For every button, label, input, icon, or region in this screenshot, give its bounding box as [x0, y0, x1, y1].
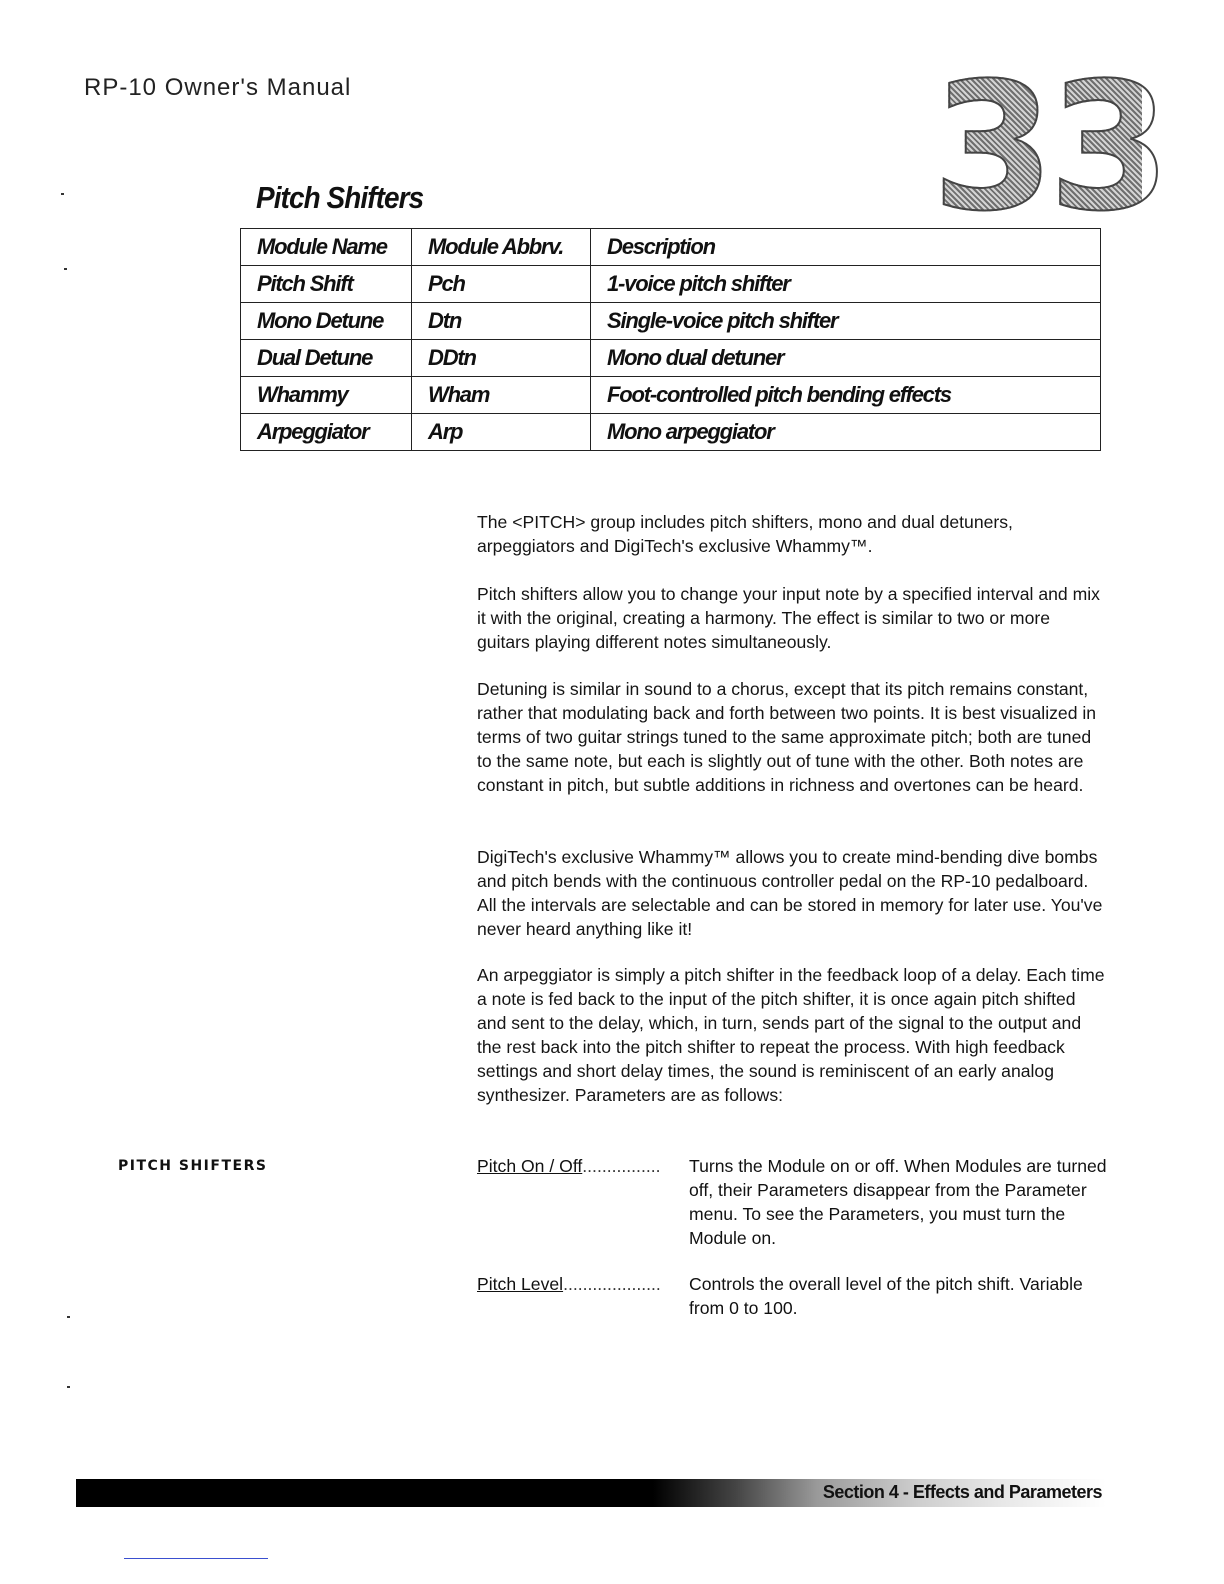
- scan-speck: [67, 1316, 70, 1318]
- parameter-name: Pitch Level: [477, 1274, 564, 1294]
- table-cell: Mono Detune: [241, 303, 412, 340]
- table-cell: Pitch Shift: [241, 266, 412, 303]
- footer-divider: [124, 1558, 268, 1559]
- leader-dots: ................: [582, 1156, 661, 1176]
- table-cell: Whammy: [241, 377, 412, 414]
- leader-dots: ....................: [563, 1274, 661, 1294]
- table-cell: Arp: [412, 414, 591, 451]
- section-title: Pitch Shifters: [256, 180, 424, 215]
- scan-speck: [61, 193, 64, 195]
- parameter-description: Turns the Module on or off. When Modules are turned off, their Parameters disappear from the Parameter menu. To see the Parameters, you must turn the Module on.: [689, 1156, 1107, 1248]
- table-header-cell: Description: [591, 229, 1101, 266]
- scan-speck: [64, 268, 67, 270]
- table-cell: Mono arpeggiator: [591, 414, 1101, 451]
- table-row: [241, 414, 1101, 451]
- parameter-item: [477, 1154, 1117, 1248]
- table-cell: Dual Detune: [241, 340, 412, 377]
- table-cell: DDtn: [412, 340, 591, 377]
- table-cell: Dtn: [412, 303, 591, 340]
- module-table: [240, 228, 1101, 451]
- parameter-description: Controls the overall level of the pitch shift. Variable from 0 to 100.: [689, 1274, 1083, 1318]
- table-header-cell: Module Name: [241, 229, 412, 266]
- table-cell: 1-voice pitch shifter: [591, 266, 1101, 303]
- footer-bar: [76, 1479, 1106, 1507]
- body-paragraph: An arpeggiator is simply a pitch shifter in the feedback loop of a delay. Each time a note is fed back to the input of the pitch shifter, it is once again pitch shifted and sent to the delay, which, in turn, sends part of the signal to the output and the rest back into the pitch shifter to repeat the process. With high feedback settings and short delay times, the sound is reminiscent of an early analog synthesizer. Parameters are as follows:: [477, 965, 1105, 1105]
- body-paragraph: The <PITCH> group includes pitch shifters, mono and dual detuners, arpeggiators and DigiTech's exclusive Whammy™.: [477, 512, 1013, 556]
- body-paragraph: DigiTech's exclusive Whammy™ allows you to create mind-bending dive bombs and pitch bends with the continuous controller pedal on the RP-10 pedalboard. All the intervals are selectable and can be stored in memory for later use. You've never heard anything like it!: [477, 847, 1103, 939]
- table-cell: Mono dual detuner: [591, 340, 1101, 377]
- table-cell: Foot-controlled pitch bending effects: [591, 377, 1101, 414]
- body-paragraph: Detuning is similar in sound to a chorus, except that its pitch remains constant, rather that modulating back and forth between two points. It is best visualized in terms of two guitar strings tuned to the same approximate pitch; both are tuned to the same note, but each is slightly out of tune with the other. Both notes are constant in pitch, but subtle additions in richness and overtones can be heard.: [477, 679, 1097, 795]
- table-cell: Pch: [412, 266, 591, 303]
- footer-section-label: Section 4 - Effects and Parameters: [822, 1482, 1102, 1502]
- table-header-row: [241, 229, 1101, 266]
- table-cell: Single-voice pitch shifter: [591, 303, 1101, 340]
- side-label: PITCH SHIFTERS: [118, 1158, 268, 1174]
- table-row: [241, 266, 1101, 303]
- parameter-item: [477, 1272, 1117, 1318]
- table-row: [241, 377, 1101, 414]
- manual-title: RP-10 Owner's Manual: [84, 74, 352, 101]
- table-row: [241, 340, 1101, 377]
- table-cell: Wham: [412, 377, 591, 414]
- table-header-cell: Module Abbrv.: [412, 229, 591, 266]
- page-number: 33: [932, 45, 1165, 250]
- body-paragraph: Pitch shifters allow you to change your input note by a specified interval and mix it with the original, creating a harmony. The effect is similar to two or more guitars playing different notes simultaneously.: [477, 584, 1100, 652]
- table-cell: Arpeggiator: [241, 414, 412, 451]
- table-row: [241, 303, 1101, 340]
- parameter-name: Pitch On / Off: [477, 1156, 583, 1176]
- scan-speck: [67, 1386, 70, 1388]
